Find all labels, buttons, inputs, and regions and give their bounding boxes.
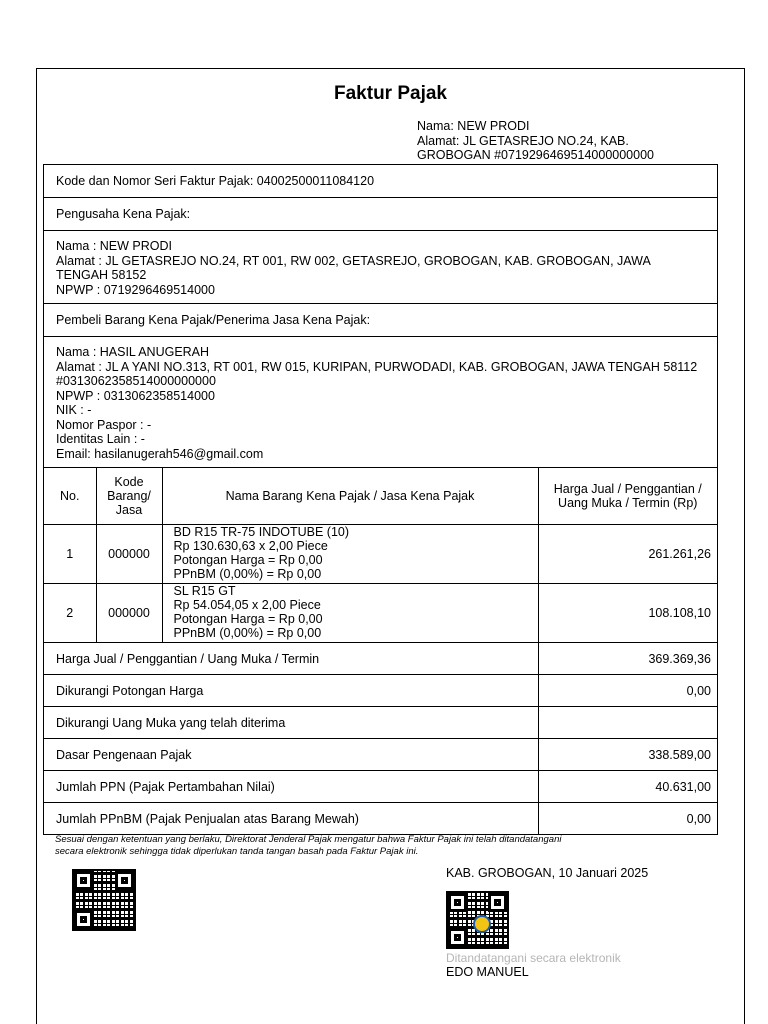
qr-logo-icon	[473, 915, 491, 933]
summary-row	[44, 803, 717, 835]
signature-qr-code-icon	[446, 891, 509, 949]
seller-address: Alamat : JL GETASREJO NO.24, RT 001, RW 002, GETASREJO, GROBOGAN, KAB. GROBOGAN, JAWA TENGAH 58152	[56, 253, 651, 282]
col-header-name: Nama Barang Kena Pajak / Jasa Kena Pajak	[162, 468, 538, 525]
buyer-name: Nama : HASIL ANUGERAH	[56, 345, 210, 359]
seller-heading: Pengusaha Kena Pajak:	[44, 197, 717, 230]
signer-name: EDO MANUEL	[446, 965, 529, 979]
seller-header-address-1: Alamat: JL GETASREJO NO.24, KAB.	[417, 133, 629, 148]
summary-row	[44, 643, 717, 675]
item-line: BD R15 TR-75 INDOTUBE (10)	[173, 525, 350, 539]
legal-note	[55, 834, 655, 858]
seller-name: Nama : NEW PRODI	[56, 239, 172, 253]
item-line: Potongan Harga = Rp 0,00	[173, 553, 323, 567]
invoice-frame	[43, 164, 718, 835]
item-line: Rp 130.630,63 x 2,00 Piece	[173, 539, 328, 553]
summary-row	[44, 771, 717, 803]
item-price: 108.108,10	[538, 584, 717, 643]
summary-label: Dasar Pengenaan Pajak	[44, 739, 538, 771]
summary-value: 338.589,00	[538, 739, 717, 771]
summary-row	[44, 707, 717, 739]
buyer-other-id: Identitas Lain : -	[56, 432, 145, 446]
item-line: PPnBM (0,00%) = Rp 0,00	[173, 567, 322, 581]
item-description	[162, 584, 538, 643]
summary-label: Jumlah PPN (Pajak Pertambahan Nilai)	[44, 771, 538, 803]
buyer-npwp: NPWP : 0313062358514000	[56, 388, 215, 403]
item-line: Rp 54.054,05 x 2,00 Piece	[173, 598, 321, 612]
serial-number-row: Kode dan Nomor Seri Faktur Pajak: 04002500011084120	[44, 164, 717, 197]
seller-details	[44, 230, 717, 303]
item-line: PPnBM (0,00%) = Rp 0,00	[173, 626, 322, 640]
table-row	[44, 525, 717, 584]
item-price: 261.261,26	[538, 525, 717, 584]
item-no: 1	[44, 525, 96, 584]
col-header-no: No.	[44, 468, 96, 525]
table-row	[44, 584, 717, 643]
seller-header-name: Nama: NEW PRODI	[417, 119, 530, 133]
place-date: KAB. GROBOGAN, 10 Januari 2025	[446, 866, 649, 880]
item-line: Potongan Harga = Rp 0,00	[173, 612, 323, 626]
buyer-passport: Nomor Paspor : -	[56, 417, 152, 432]
table-header-row	[44, 468, 717, 525]
legal-note-line: Sesuai dengan ketentuan yang berlaku, Direktorat Jenderal Pajak mengatur bahwa Faktur Pajak ini telah ditandatangani	[55, 834, 562, 845]
col-header-price: Harga Jual / Penggantian / Uang Muka / Termin (Rp)	[538, 468, 717, 525]
buyer-nik: NIK : -	[56, 403, 92, 417]
summary-label: Harga Jual / Penggantian / Uang Muka / Termin	[44, 643, 538, 675]
buyer-details	[44, 336, 717, 467]
item-description	[162, 525, 538, 584]
seller-npwp: NPWP : 0719296469514000	[56, 282, 215, 297]
invoice-qr-code-icon	[72, 869, 136, 931]
summary-value	[538, 707, 717, 739]
summary-label: Jumlah PPnBM (Pajak Penjualan atas Barang Mewah)	[44, 803, 538, 835]
summary-row	[44, 739, 717, 771]
summary-value: 0,00	[538, 675, 717, 707]
seller-header	[417, 119, 717, 163]
summary-label: Dikurangi Potongan Harga	[44, 675, 538, 707]
summary-value: 40.631,00	[538, 771, 717, 803]
legal-note-line: secara elektronik sehingga tidak diperlukan tanda tangan basah pada Faktur Pajak ini.	[55, 846, 419, 857]
invoice-page	[36, 68, 745, 1024]
summary-label: Dikurangi Uang Muka yang telah diterima	[44, 707, 538, 739]
summary-value: 0,00	[538, 803, 717, 835]
item-line: SL R15 GT	[173, 584, 236, 598]
summary-value: 369.369,36	[538, 643, 717, 675]
buyer-address: Alamat : JL A YANI NO.313, RT 001, RW 015, KURIPAN, PURWODADI, KAB. GROBOGAN, JAWA TENGAH 58112 #0313062358514000000000	[56, 359, 698, 388]
signed-electronically-text: Ditandatangani secara elektronik	[446, 951, 621, 965]
summary-row	[44, 675, 717, 707]
page-title: Faktur Pajak	[334, 83, 447, 104]
item-code: 000000	[96, 525, 162, 584]
items-table	[44, 467, 717, 835]
item-code: 000000	[96, 584, 162, 643]
buyer-email: Email: hasilanugerah546@gmail.com	[56, 446, 264, 461]
seller-header-address-2: GROBOGAN #0719296469514000000000	[417, 148, 654, 162]
item-no: 2	[44, 584, 96, 643]
buyer-heading: Pembeli Barang Kena Pajak/Penerima Jasa Kena Pajak:	[44, 303, 717, 336]
col-header-code: Kode Barang/ Jasa	[96, 468, 162, 525]
